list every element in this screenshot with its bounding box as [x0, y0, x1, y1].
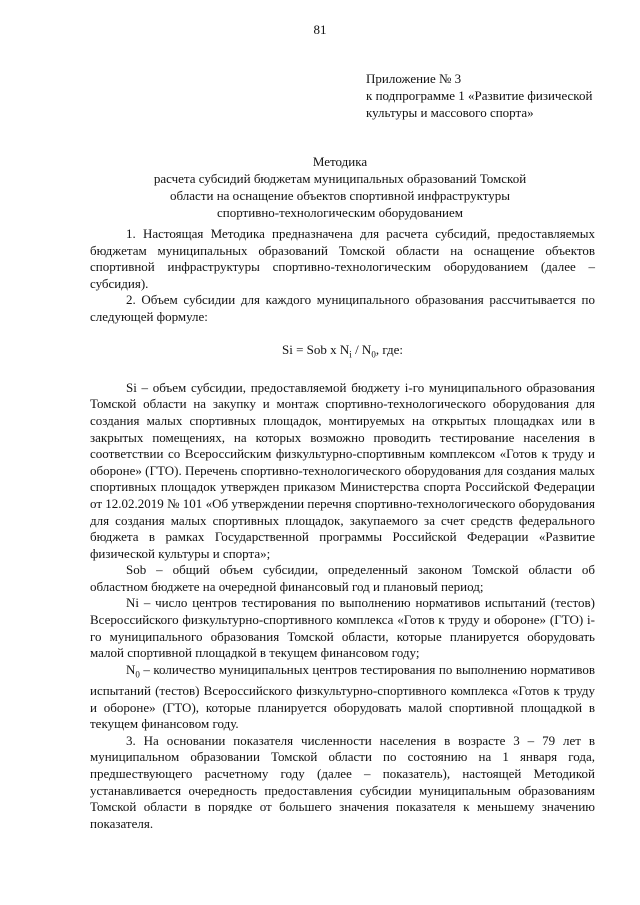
n0-symbol: N	[126, 661, 136, 677]
title-line-3: области на оснащение объектов спортивной инфраструктуры	[170, 188, 510, 203]
formula-tail: , где:	[375, 341, 403, 357]
definition-ni: Ni – число центров тестирования по выполнению нормативов испытаний (тестов) Всероссийского физкультурно-спортивного комплекса «Готов к труду и обороне» (ГТО) i-го муниципального образования Томской области, которые планируется оборудовать малой спортивной площадкой в текущем финансовом году;	[90, 595, 595, 661]
n0-sub: 0	[135, 669, 140, 680]
paragraph-1: 1. Настоящая Методика предназначена для расчета субсидий, предоставляемых бюджетам муниципальных образований Томской области на оснащение объектов спортивной инфраструктуры спортивно-технологическим оборудованием (далее – субсидия).	[90, 226, 595, 291]
appendix-line-3: культуры и массового спорта»	[366, 105, 534, 120]
appendix-line-1: Приложение № 3	[366, 71, 462, 86]
document-title	[90, 153, 590, 221]
formula-lhs: Si = Sob x N	[282, 341, 350, 357]
definition-sob: Sob – общий объем субсидии, определенный законом Томской области об областном бюджете на очередной финансовый год и плановый период;	[90, 562, 595, 594]
formula	[90, 342, 595, 363]
document-body	[90, 226, 595, 832]
formula-sub-0: 0	[371, 349, 376, 360]
appendix-block	[366, 70, 616, 121]
definition-n0	[90, 662, 595, 733]
paragraph-3: 3. На основании показателя численности населения в возрасте 3 – 79 лет в муниципальном образовании Томской области по состоянию на 1 января года, предшествующего расчетному году (далее – показатель), настоящей Методикой устанавливается очередность предоставления субсидии муниципальным образованиям Томской области в порядке от большего значения показателя к меньшему значению показателя.	[90, 732, 595, 831]
formula-mid: / N	[351, 341, 372, 357]
title-line-2: расчета субсидий бюджетам муниципальных образований Томской	[153, 171, 527, 186]
definition-si: Si – объем субсидии, предоставляемой бюджету i-го муниципального образования Томской области на закупку и монтаж спортивно-технологического оборудования для создания малых спортивных площадок, монтируемых на открытых площадках или в закрытых помещениях, на которых возможно проводить тестирование населения в соответствии со Всероссийским физкультурно-спортивным комплексом «Готов к труду и обороне» (ГТО). Перечень спортивно-технологического оборудования для создания малых спортивных площадок утвержден приказом Министерства спорта Российской Федерации от 12.02.2019 № 101 «Об утверждении перечня спортивно-технологического оборудования для создания малых спортивных площадок, закупаемого за счет средств федерального бюджета в рамках Государственной программы Российской Федерации «Развитие физической культуры и спорта»;	[90, 379, 595, 561]
page-number: 81	[313, 22, 327, 37]
title-line-4: спортивно-технологическим оборудованием	[217, 205, 463, 220]
title-line-1: Методика	[312, 154, 368, 169]
formula-sub-i: i	[349, 349, 352, 360]
n0-text: – количество муниципальных центров тестирования по выполнению нормативов испытаний (тестов) Всероссийского физкультурно-спортивного комплекса «Готов к труду и обороне» (ГТО), которые планируется оборудовать малой спортивной площадкой в текущем финансовом году.	[90, 661, 595, 732]
paragraph-2: 2. Объем субсидии для каждого муниципального образования рассчитывается по следующей формуле:	[90, 292, 595, 324]
appendix-line-2: к подпрограмме 1 «Развитие физической	[366, 88, 593, 103]
